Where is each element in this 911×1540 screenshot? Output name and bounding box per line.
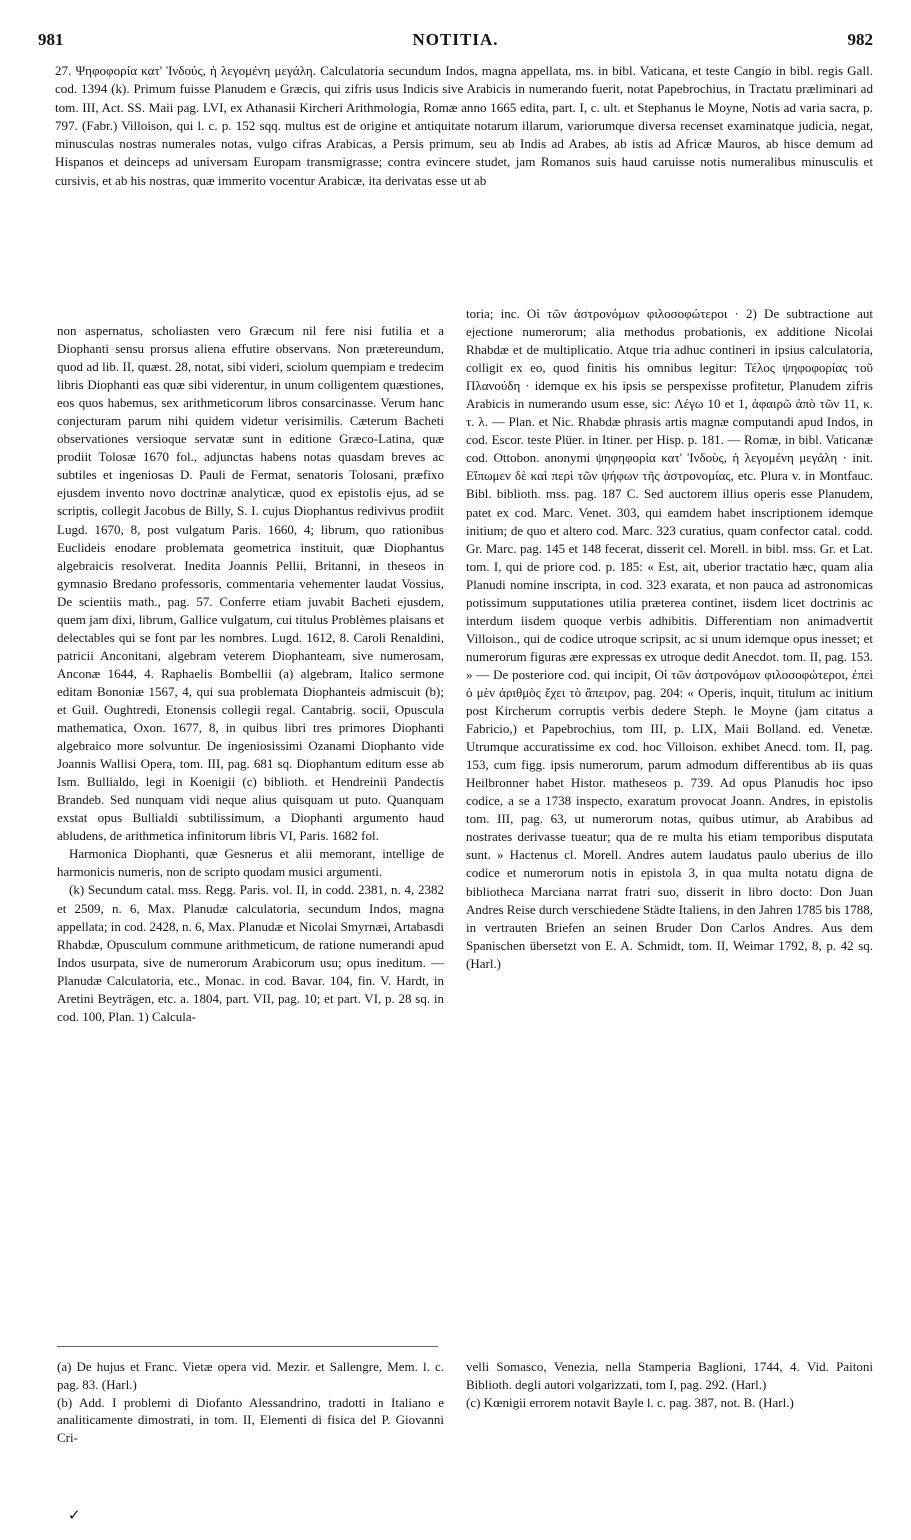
page-number-left: 981 — [38, 30, 64, 49]
footnote-separator — [57, 1346, 438, 1347]
entry-27-paragraph: 27. Ψηφοφορία κατ' Ἰνδούς, ἡ λεγομένη μεγάλη. Calculatoria secundum Indos, magna appellata, ms. in bibl. Vaticana, et teste Cangio in bibl. regis Gall. cod. 1394 (k). Primum fuisse Planudem e Græcis, qui zifris usus Indicis sive Arabicis in numerando fuerit, notat Papebrochius, in Tractatu præliminari ad tom. III, Act. SS. Maii pag. LVI, ex Athanasii Kircheri Arithmologia, Romæ anno 1665 edita, part. I, c. ult. et Stephanus le Moyne, Notis ad varia sacra, p. 797. (Fabr.) Villoison, qui l. c. p. 152 sqq. multus est de origine et antiquitate notarum illarum, variorumque diversa recenset examinatque judicia, negat, minusculas nostras numerales notas, vulgo cifras Arabicas, a Persis primum, seu ab Indis ad Arabes, ab istis ad Africæ Mauros, ab hisce demum ad Hispanos et deinceps ad universam Europam transmigrasse; contra evincere studet, jam Romanos suis haud caruisse notis numeralibus minusculis et cursivis, et ab his nostras, quæ immerito vocentur Arabicæ, ita derivatas esse ut ab — [55, 63, 873, 188]
left-column-paragraph: non aspernatus, scholiasten vero Græcum nil fere nisi futilia et a Diophanti sensu prorsus aliena effutire observans. Non prætereundum, quod ad lib. II, quæst. 28, notat, sibi videri, sciolum quempiam e tredecim libris Diophanti eas quæ sibi viderentur, in unum colligentem quæstiones, eos quos habemus, sex arithmeticorum libros consarcinasse. Verum hanc conjecturam parum nihi quidem videtur verisimilis. Cæterum Bacheti observationes versioque servatæ sunt in editione Græco-Latina, quæ prodiit Tolosæ 1670 fol., adjunctas habens notas quasdam breves ac subtiles et ingeniosas D. Pauli de Fermat, senatoris Tolosani, præfixo ejusdem invento novo doctrinæ analyticæ, quod ex epistolis ejus, ad se scriptis, collegit Jacobus de Billy, S. I. cujus Diophantus redivivus prodiit Lugd. 1670, 8, post vulgatum Paris. 1660, 4; librum, quo rationibus Euclideis enodare problemata geometrica instituit, quæ Diophantus algebraicis resolverat. Inedita Joannis Pellii, Britanni, in theseos in gymnasio Bredano professoris, commentaria vehementer laudat Vossius, De scientiis math., pag. 57. Conferre etiam juvabit Bacheti ejusdem, quem jam dixi, librum, Gallice vulgatum, cui titulus Problèmes plaisans et delectables qui se font par les nombres. Lugd. 1612, 8. Caroli Renaldini, patricii Anconitani, algebram veterem Diophanteam, sive numerosam, Anconæ 1644, 4. Raphaelis Bombellii (a) algebram, Italico sermone editam Bononiæ 1567, 4, qui sua problemata Diophanteis admiscuit (b); et Guil. Oughtredi, Etonensis collegii regal. Cantabrig. socii, Opuscula mathematica, Oxon. 1677, 8, in quibus libri tres primores Diophanti algebraico more solvuntur. De ingeniosissimi Ozanami Diophanto vide Joannis Wallisi Opera, tom. III, pag. 681 sq. Diophantum editum esse ab Ism. Bullialdo, legi in Koenigii (c) biblioth. et Hendreinii Pandectis Brandeb. Sed nunquam vidi neque alius quisquam ut puto. Quanquam exstat opus Bullialdi subtilissimum, a Diophanti argumento haud abludens, de arithmetica infinitorum libris VI, Paris. 1682 fol. — [57, 323, 444, 844]
right-column-paragraph: toria; inc. Οἱ τῶν ἀστρονόμων φιλοσοφώτεροι · 2) De subtractione aut ejectione numerorum; alia methodus probationis, ex additione Nicolai Rhabdæ et de multiplicatio. Atque tria adhuc contineri in ipsius calculatoria, colligit ex eo, quod finitis his omnibus legitur: Τέλος ψηφοφορίας τοῦ Πλανούδη · idemque ex his ipsis se perspexisse profitetur, Planudem zifris Arabicis in numerando usum esse, sic: Λέγω 10 et 1, ἀφαιρῶ ἀπὸ τῶν 11, κ. τ. λ. — Plan. et Nic. Rhabdæ phrasis artis magnæ computandi apud Indos, in cod. Escor. teste Plüer. in Itiner. per Hisp. p. 181. — Romæ, in bibl. Vaticanæ cod. Ottobon. anonymi ψηφηφορία κατ' Ἰνδοὺς, ἡ λεγομένη μεγάλη · init. Εἴπωμεν δὲ καὶ περὶ τῶν ψήφων τῆς ἀστρονομίας, etc. Plura v. in Montfauc. Bibl. biblioth. mss. pag. 187 C. Sed auctorem illius operis esse Planudem, patet ex cod. Marc. Venet. 303, qui eamdem habet inscriptionem idemque initium; de quo et altero cod. Marc. 323 curatius, quam confector catal. codd. Gr. Marc. pag. 145 et 148 fecerat, disserit cel. Morell. in bibl. mss. Gr. et Lat. tom. I, qui de priore cod. p. 185: « Est, ait, uberior tractatio hæc, quam alia Planudi nomine inscripta, in cod. 323 exarata, et non pauca ad astronomicas potissimum supputationes utilia præterea continet, iisdem licet doctrinis ac interdum iisdem quoque verbis adhibitis. Differentiam non animadvertit Villoison., qui de codice utroque scripsit, ac si unum idemque opus inesset; et numerorum figuras ære expressas ex utroque dedit Anecdot. tom. II, pag. 153. » — De posteriore cod. qui incipit, Οἱ τῶν ἀστρονόμων φιλοσοφώτεροι, ἐπεὶ ὁ μὲν ἀριθμὸς ἔχει τὸ ἄπειρον, pag. 204: « Operis, inquit, titulum ac initium post Kircherum corruptis verbis dedere Steph. le Moyne (jam citatus a Fabricio,) et Papebrochius, tom III, p. LIX, Maii Bolland. ed. Venetæ. Utrumque accuratissime ex cod. hoc Villoison. exhibet Anecd. tom. II, pag. 153, cum figg. ipsis numerorum, parum admodum differentibus ab iis quas Heilbronner habet Histor. matheseos p. 739. Ad opus Planudis hoc ipso codice, a se a 1738 inspecto, exaratum provocat Joann. Andres, in epistolis tom. III, pag. 63, ut numerorum notas, quibus utimur, ab Arabibus ad nostrates derivasse tueatur; qua de re multa his etiam temporibus disputata sunt. » Hactenus cl. Morell. Andres autem laudatus paulo uberius de illo codice et numerorum notis in epistola 3, in qua multa notatu digna de bibliotheca Marciana narrat fratri suo, disserit in libro docto: Don Juan Andres Reise durch verschiedene Städte Italiens, in den Jahren 1785 bis 1788, in vertrauten Briefen an seinen Bruder Don Carlos Andres. Aus dem Spanischen übersetzt von E. A. Schmidt, tom. II, Weimar 1792, 8, p. 42 sq. (Harl.) — [466, 306, 873, 971]
stray-tick-mark: ✓ — [68, 1508, 81, 1524]
right-column — [466, 305, 873, 973]
footnotes-right — [466, 1358, 873, 1411]
footnote-b: (b) Add. I problemi di Diofanto Alessandrino, tradotti in Italiano e analiticamente dimostrati, in tom. II, Elementi di fisica del P. Giovanni Cri- — [57, 1394, 444, 1446]
footnote-a: (a) De hujus et Franc. Vietæ opera vid. Mezir. et Sallengre, Mem. l. c. pag. 83. (Harl.) — [57, 1359, 444, 1392]
footnotes-left — [57, 1358, 444, 1447]
running-title: NOTITIA. — [412, 30, 499, 49]
left-column-paragraph: (k) Secundum catal. mss. Regg. Paris. vol. II, in codd. 2381, n. 4, 2382 et 2509, n. 6, Max. Planudæ calculatoria, secundum Indos, magna appellata; in cod. 2428, n. 6, Max. Planudæ et Nicolai Smyrnæi, Artabasdi Rhabdæ, Opusculum commune arithmeticum, de ratione numerandi apud Indos usurpata, sive de numerorum Arabicorum usu; opus ineditum. — Planudæ Calculatoria, etc., Monac. in cod. Bavar. 104, fin. V. Hardt, in Aretini Beyträgen, etc. a. 1804, part. VII, pag. 10; et part. VI, p. 28 sq. in cod. 100, Plan. 1) Calcula- — [57, 882, 444, 1024]
left-column — [57, 322, 444, 1026]
running-header — [38, 30, 873, 54]
page-number-right: 982 — [847, 30, 873, 49]
footnote-c: (c) Kœnigii errorem notavit Bayle l. c. pag. 387, not. B. (Harl.) — [466, 1394, 794, 1410]
footnote-b-continued: velli Somasco, Venezia, nella Stamperia Baglioni, 1744, 4. Vid. Paitoni Biblioth. degli autori volgarizzati, tom I, pag. 292. (Harl.) — [466, 1359, 873, 1392]
left-column-paragraph: Harmonica Diophanti, quæ Gesnerus et alii memorant, intellige de harmonicis numeris, non de scripto quodam musici argumenti. — [57, 846, 444, 880]
